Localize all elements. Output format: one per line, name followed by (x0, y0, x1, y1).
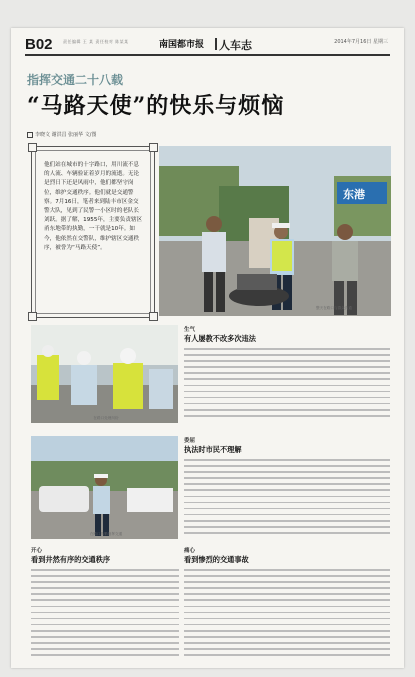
corner-ornament (28, 143, 37, 152)
byline-text: 李晓文 谢洪昌 张丽华 文/图 (35, 132, 97, 138)
section-headline: 看到井然有序的交通秩序 (31, 555, 111, 564)
section-body-text (31, 569, 179, 661)
newspaper-page (11, 28, 404, 668)
newspaper-logo: 南国都市报 (159, 40, 205, 50)
header-rule (25, 54, 390, 56)
section-kicker: 委屈 (184, 438, 196, 444)
issue-date: 2014年7月16日 星期三 (334, 39, 388, 45)
section-headline: 有人屡教不改多次违法 (184, 334, 256, 343)
article-title: “马路天使”的快乐与烦恼 (27, 93, 285, 119)
corner-ornament (149, 312, 158, 321)
section-kicker: 开心 (31, 548, 43, 554)
section-headline: 看到惨烈的交通事故 (184, 555, 249, 564)
main-photo-image (159, 146, 391, 316)
article-subtitle: 指挥交通二十八载 (27, 73, 124, 87)
section-divider (215, 38, 217, 50)
intro-text: 他们站在城市的十字路口，用川流不息的人流、车辆验证着岁月的流逝。无论是烈日下还是风雨中，他们都坚守岗位，维护交通秩序。他们就是交通警察。7月16日，笔者来到陆丰市区金交警大队，见到了民警一小区时的老队长刘跃。据了解，1955年，主要负责辖区甬东地带的执勤，一干就是10年。如今，他依然在交警队，维护辖区交通秩序，被誉为“马路天使”。 (44, 162, 143, 251)
photo-3 (31, 436, 178, 539)
corner-ornament (149, 143, 158, 152)
page-number: B02 (25, 36, 53, 53)
photo-2-caption: 在路口处理纠纷 (93, 416, 119, 420)
photo-3-caption: 在路口执勤指挥交通 (89, 532, 123, 536)
corner-ornament (28, 312, 37, 321)
section-body-text (184, 348, 390, 420)
article-byline (27, 131, 96, 138)
shop-sign-text: 东港 (343, 188, 365, 201)
section-body-text (184, 569, 390, 661)
photo-2-image (31, 325, 178, 423)
section-kicker: 生气 (184, 327, 196, 333)
main-photo (159, 146, 391, 316)
main-photo-caption: 整天在路口与群众沟通 (316, 306, 352, 310)
byline-box-icon (27, 132, 33, 138)
photo-2 (31, 325, 178, 423)
section-headline: 执法时市民不理解 (184, 445, 242, 454)
section-kicker: 痛心 (184, 548, 196, 554)
section-name: 人车志 (219, 39, 252, 52)
photo-3-image (31, 436, 178, 539)
intro-box (31, 146, 155, 318)
section-body-text (184, 459, 390, 539)
header-meta: 责任编辑 王 某 责任校对 陈某某 (63, 39, 129, 44)
